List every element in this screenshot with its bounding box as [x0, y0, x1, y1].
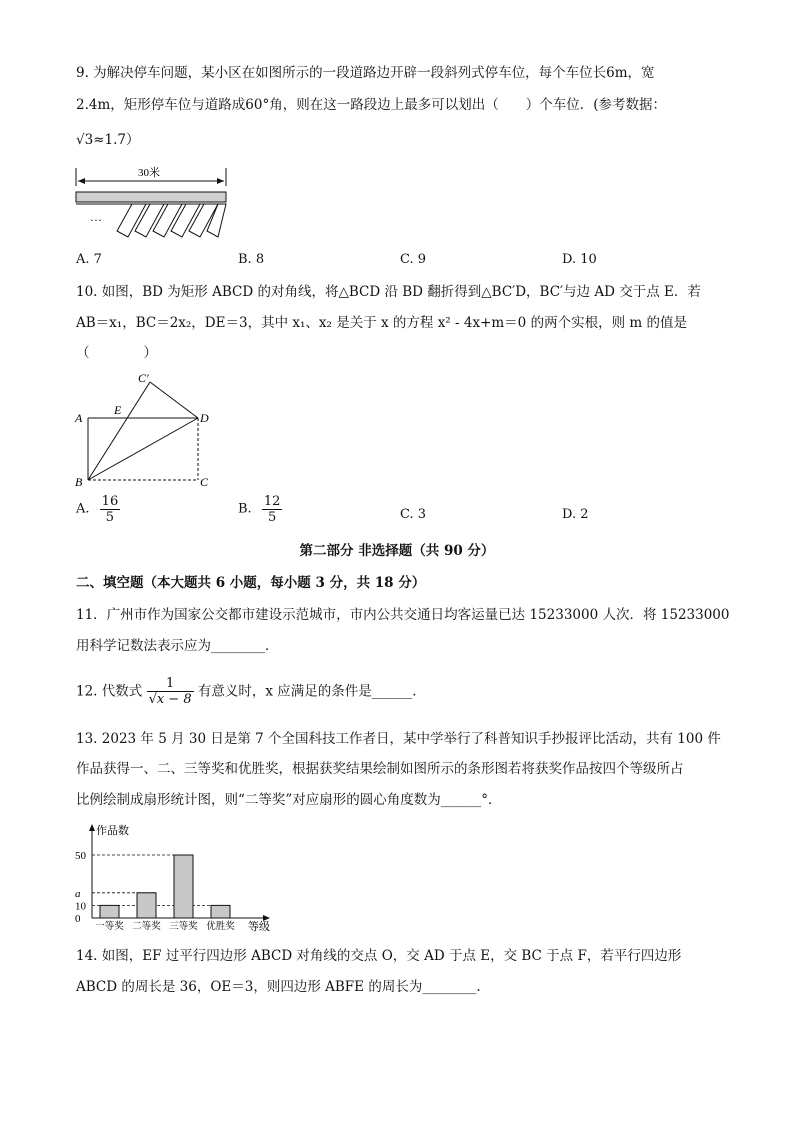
q12-fraction — [147, 676, 194, 707]
chart-bar-4 — [211, 905, 230, 918]
chart-bar-3 — [174, 855, 193, 918]
q10-option-a-fraction — [100, 494, 121, 525]
chart-y-axis-label: 作品数 — [96, 825, 129, 837]
q9-length-label: 30米 — [138, 167, 160, 179]
q9-option-b: B. 8 — [238, 252, 265, 267]
q12-prefix: 12. 代数式 — [76, 683, 143, 700]
q10-option-b-prefix: B. — [238, 501, 252, 517]
part2-title: 第二部分 非选择题（共 90 分） — [299, 543, 495, 559]
chart-x-tick-label: 优胜奖 — [206, 922, 235, 932]
chart-bar-1 — [100, 905, 119, 918]
q14-line1: 14. 如图，EF 过平行四边形 ABCD 对角线的交点 O，交 AD 于点 E，交 BC 于点 F，若平行四边形 — [76, 948, 682, 964]
q10-option-a-denominator: 5 — [105, 510, 115, 525]
q10-answer-paren: （ ） — [76, 345, 157, 361]
q10-option-b — [238, 494, 282, 525]
q9-parking-figure — [70, 160, 240, 245]
q14-line2: ABCD 的周长是 36，OE＝3，则四边形 ABFE 的周长为________. — [76, 979, 481, 995]
q9-dots: ··· — [90, 213, 102, 227]
q12-denominator: √x − 8 — [148, 692, 192, 707]
q11-line1: 11．广州市作为国家公交都市建设示范城市，市内公共交通日均客运量已达 15233000 人次．将 15233000 — [76, 607, 730, 623]
q10-option-a — [76, 494, 120, 525]
q11-line2: 用科学记数法表示应为________． — [76, 638, 279, 654]
q9-line1: 9. 为解决停车问题，某小区在如图所示的一段道路边开辟一段斜列式停车位，每个车位长6m，宽 — [76, 65, 655, 81]
q12-suffix: 有意义时，x 应满足的条件是______. — [197, 683, 417, 700]
q10-label-c-prime: C′ — [138, 371, 149, 385]
q10-label-c: C — [200, 475, 209, 489]
chart-y-tick-label: 10 — [75, 900, 86, 913]
chart-y-tick-label: 0 — [75, 913, 81, 925]
q10-line2: AB＝x₁，BC＝2x₂，DE＝3，其中 x₁、x₂ 是关于 x 的方程 x² - 4x+m＝0 的两个实根，则 m 的值是 — [76, 315, 687, 331]
q10-label-a: A — [75, 411, 83, 425]
q10-option-a-prefix: A. — [76, 501, 90, 517]
chart-x-tick-label: 三等奖 — [169, 922, 198, 932]
q12-numerator: 1 — [147, 676, 194, 692]
q13-line1: 13. 2023 年 5 月 30 日是第 7 个全国科技工作者日，某中学举行了科普知识手抄报评比活动，共有 100 件 — [76, 731, 721, 747]
q13-line3: 比例绘制成扇形统计图，则“二等奖”对应扇形的圆心角度数为______°． — [76, 792, 502, 808]
chart-x-axis-label: 等级 — [248, 921, 270, 933]
q9-option-c: C. 9 — [400, 252, 427, 267]
q10-label-e: E — [114, 403, 122, 417]
q9-reference: √3≈1.7） — [76, 132, 140, 148]
q13-line2: 作品获得一、二、三等奖和优胜奖，根据获奖结果绘制如图所示的条形图若将获奖作品按四个等级所占 — [76, 761, 684, 777]
q10-option-a-numerator: 16 — [101, 494, 119, 509]
q10-option-b-denominator: 5 — [267, 510, 277, 525]
q9-line2: 2.4m，矩形停车位与道路成60°角，则在这一路段边上最多可以划出（ ）个车位．(参考数据： — [76, 97, 666, 113]
chart-bar-2 — [137, 893, 156, 918]
q10-label-d: D — [200, 411, 209, 425]
q10-option-b-fraction — [262, 494, 283, 525]
q10-option-b-numerator: 12 — [263, 494, 281, 509]
chart-y-axis-arrow — [89, 824, 95, 831]
q9-option-d: D. 10 — [562, 252, 597, 267]
q9-option-a: A. 7 — [76, 252, 102, 267]
q10-option-c: C. 3 — [400, 507, 427, 522]
q10-line1: 10. 如图，BD 为矩形 ABCD 的对角线，将△BCD 沿 BD 翻折得到△BC′D，BC′与边 AD 交于点 E．若 — [76, 284, 701, 300]
q10-option-d: D. 2 — [562, 507, 589, 522]
q12-line — [76, 670, 417, 713]
chart-x-tick-label: 一等奖 — [95, 922, 124, 932]
section2-title: 二、填空题（本大题共 6 小题，每小题 3 分，共 18 分） — [76, 575, 426, 591]
chart-y-tick-label: a — [75, 887, 81, 900]
q10-rectangle-figure — [70, 368, 220, 493]
q10-label-b: B — [75, 475, 83, 489]
chart-x-tick-label: 二等奖 — [132, 922, 161, 932]
chart-y-tick-label: 50 — [75, 850, 86, 862]
q13-bar-chart — [70, 818, 285, 938]
